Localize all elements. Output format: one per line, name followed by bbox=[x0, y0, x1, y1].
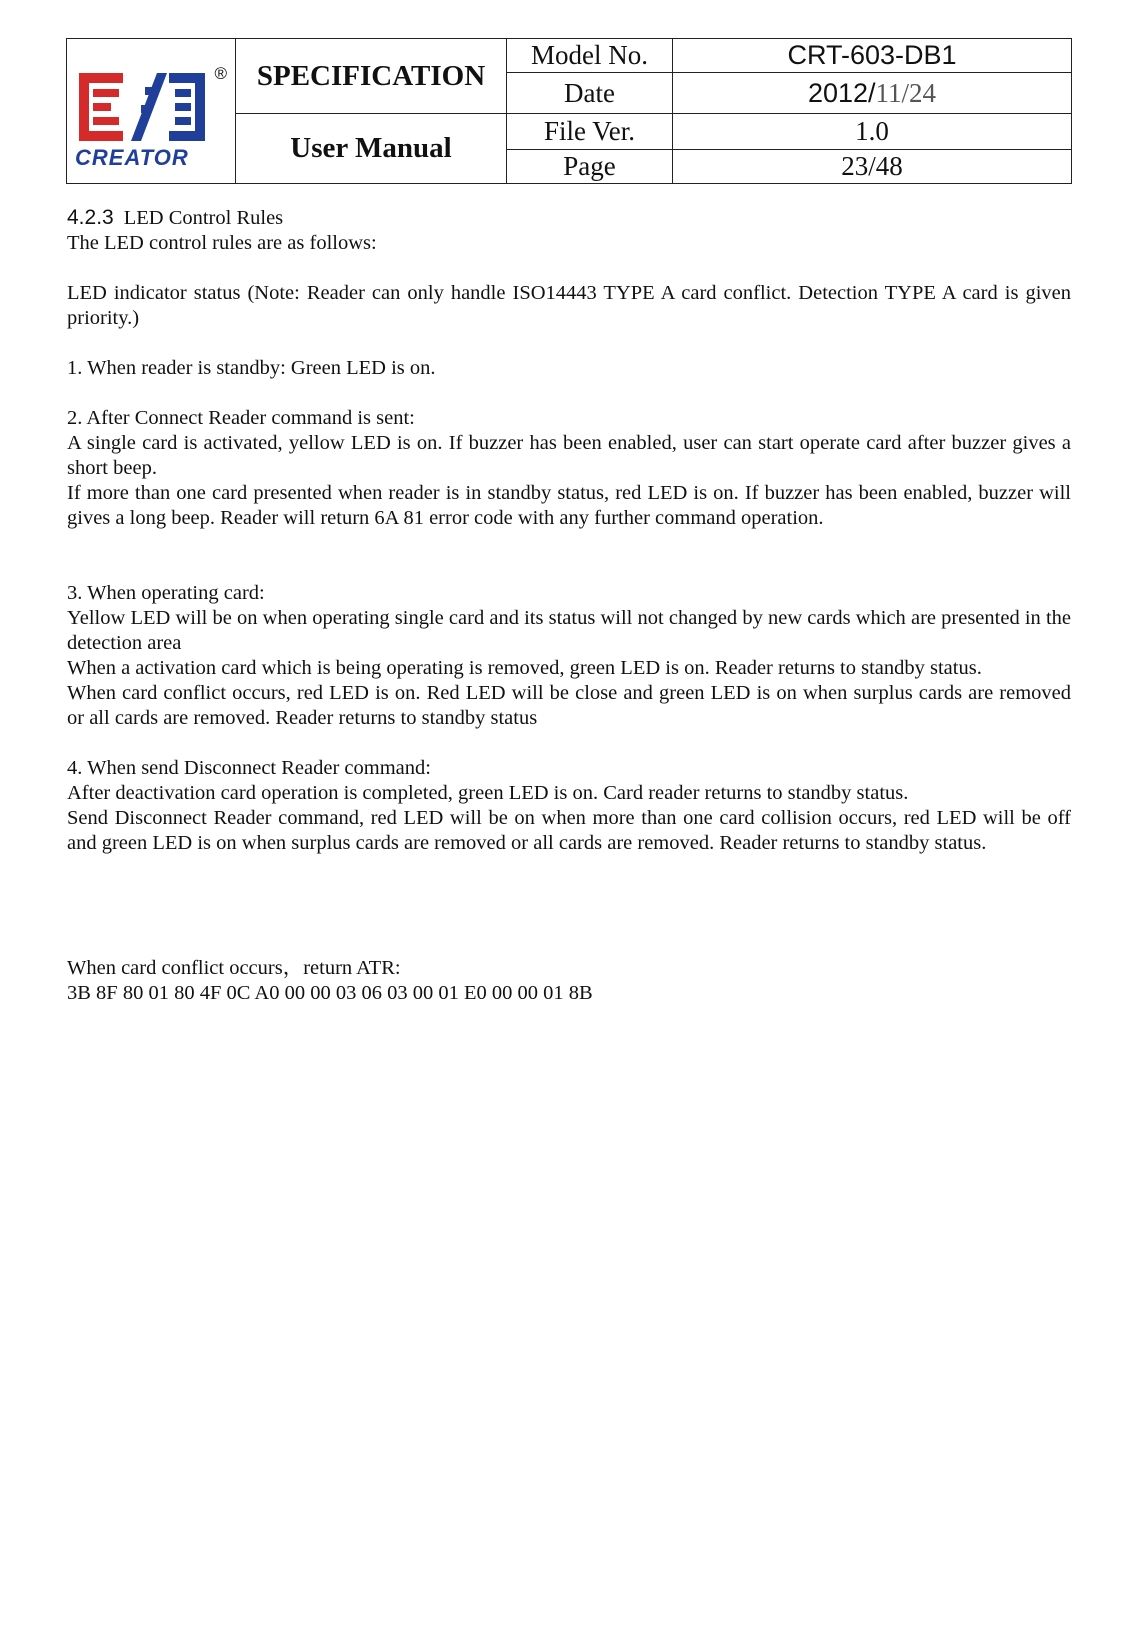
rule-4-paragraph-1: After deactivation card operation is completed, green LED is on. Card reader returns to standby status. bbox=[67, 782, 909, 804]
rule-2-heading: 2. After Connect Reader command is sent: bbox=[67, 407, 415, 429]
user-manual-title: User Manual bbox=[236, 114, 507, 184]
rule-4-paragraph-2: Send Disconnect Reader command, red LED will be on when more than one card collision occurs, red LED will be off and green LED is on when surplus cards are removed or all cards are removed. Reader returns to standby status. bbox=[67, 807, 1071, 854]
rule-3-paragraph-3: When card conflict occurs, red LED is on. Red LED will be close and green LED is on when surplus cards are removed or all cards are removed. Reader returns to standby status bbox=[67, 682, 1071, 729]
registered-mark: ® bbox=[214, 64, 227, 83]
model-value: CRT-603-DB1 bbox=[673, 39, 1072, 73]
section-number: 4.2.3 bbox=[67, 206, 114, 229]
rule-2-paragraph-1: A single card is activated, yellow LED is on. If buzzer has been enabled, user can start operate card after buzzer gives a short beep. bbox=[67, 432, 1071, 479]
date-year: 2012/ bbox=[807, 77, 876, 108]
date-label: Date bbox=[507, 73, 673, 114]
file-version-label: File Ver. bbox=[507, 114, 673, 150]
date-rest: 11/24 bbox=[875, 77, 937, 108]
header-table bbox=[66, 38, 1072, 184]
creator-logo-icon bbox=[71, 69, 211, 169]
section-heading bbox=[67, 205, 1071, 231]
document-body bbox=[67, 205, 1071, 1006]
rule-3-heading: 3. When operating card: bbox=[67, 582, 265, 604]
rule-2-paragraph-2: If more than one card presented when reader is in standby status, red LED is on. If buzzer has been enabled, buzzer will gives a long beep. Reader will return 6A 81 error code with any further command operation. bbox=[67, 482, 1071, 529]
rule-1: 1. When reader is standby: Green LED is on. bbox=[67, 357, 436, 379]
section-intro: The LED control rules are as follows: bbox=[67, 232, 377, 254]
indicator-note: LED indicator status (Note: Reader can only handle ISO14443 TYPE A card conflict. Detection TYPE A card is given priority.) bbox=[67, 282, 1071, 329]
logo-cell bbox=[67, 39, 236, 184]
file-version-value: 1.0 bbox=[673, 114, 1072, 150]
page-value: 23/48 bbox=[673, 150, 1072, 184]
page-label: Page bbox=[507, 150, 673, 184]
logo-text: CREATOR bbox=[75, 145, 189, 169]
specification-title: SPECIFICATION bbox=[236, 39, 507, 114]
atr-value: 3B 8F 80 01 80 4F 0C A0 00 00 03 06 03 00 01 E0 00 00 01 8B bbox=[67, 982, 593, 1004]
atr-label: When card conflict occurs，return ATR: bbox=[67, 957, 401, 979]
rule-3-paragraph-1: Yellow LED will be on when operating single card and its status will not changed by new cards which are presented in the detection area bbox=[67, 607, 1071, 654]
rule-4-heading: 4. When send Disconnect Reader command: bbox=[67, 757, 431, 779]
model-label: Model No. bbox=[507, 39, 673, 73]
section-title: LED Control Rules bbox=[123, 207, 284, 229]
date-value bbox=[673, 73, 1072, 114]
rule-3-paragraph-2: When a activation card which is being operating is removed, green LED is on. Reader returns to standby status. bbox=[67, 657, 982, 679]
